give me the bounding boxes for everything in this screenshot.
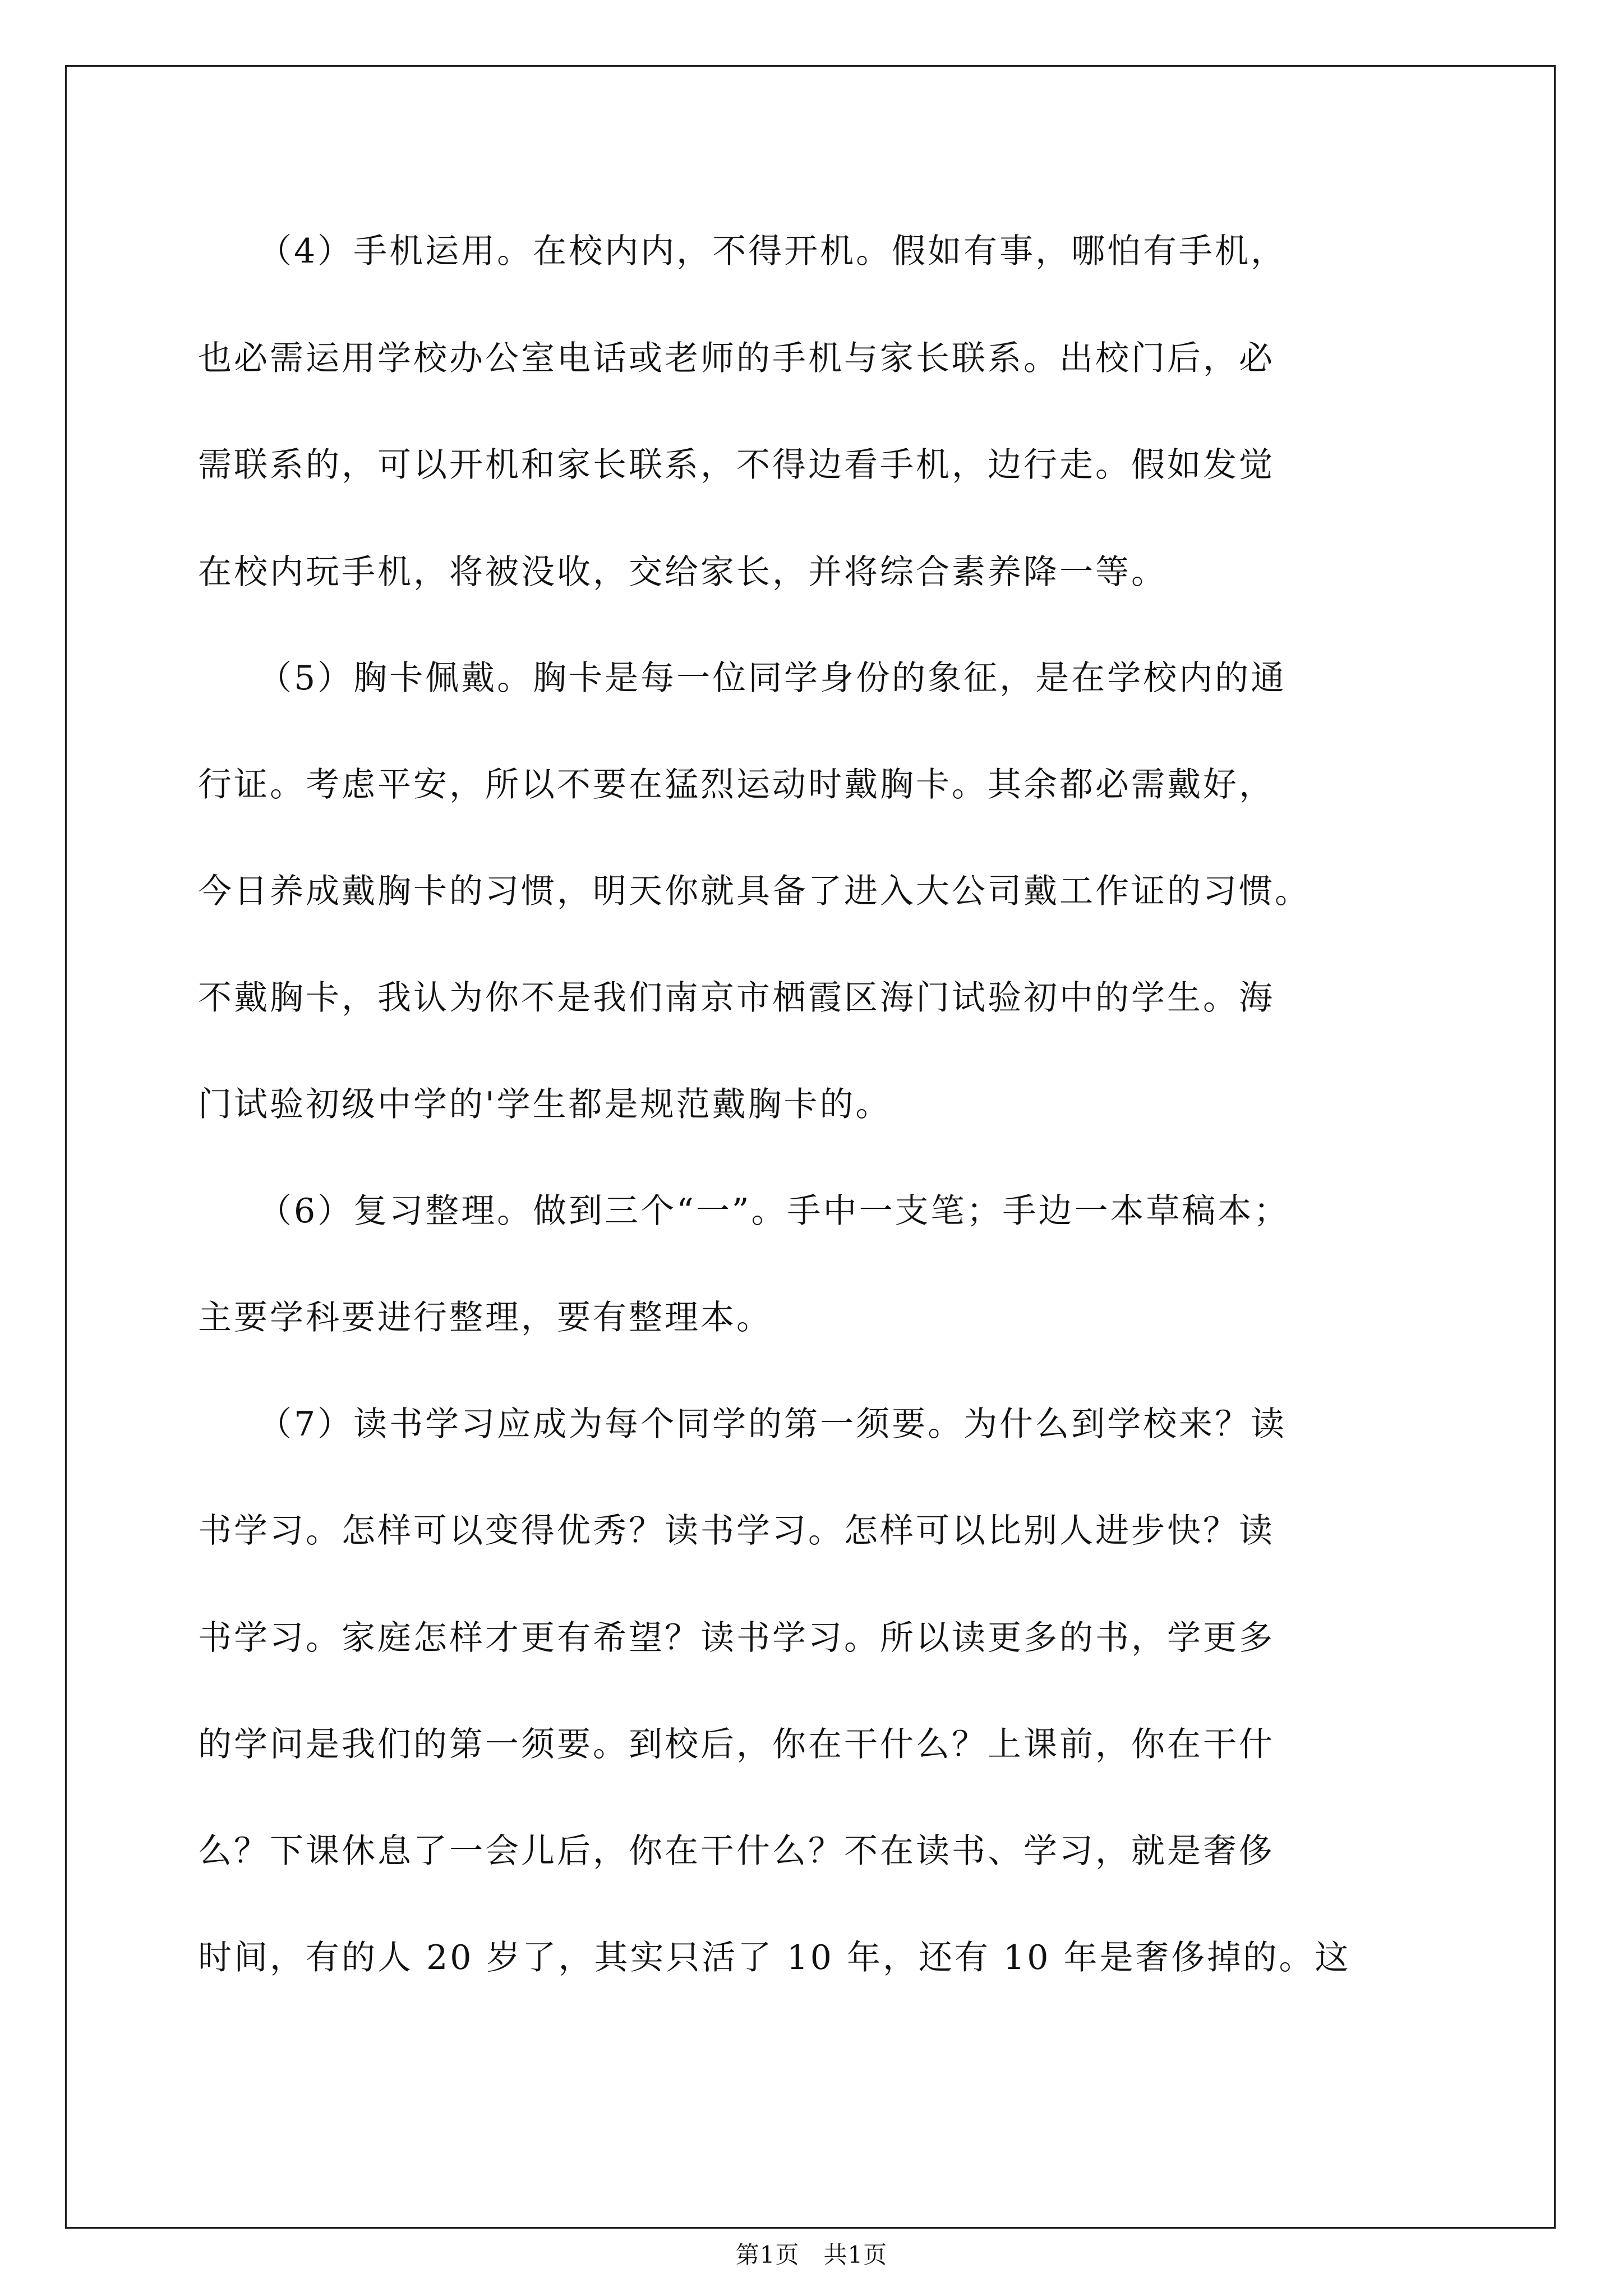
paragraph-1-line-1: （4）手机运用。在校内内，不得开机。假如有事，哪怕有手机， [258,232,1287,271]
paragraph-3-line-1: （6）复习整理。做到三个“一”。手中一支笔；手边一本草稿本； [258,1191,1290,1231]
paragraph-1-line-2: 也必需运用学校办公室电话或老师的手机与家长联系。出校门后，必 [198,339,1275,378]
paragraph-4-line-4: 的学问是我们的第一须要。到校后，你在干什么？上课前，你在干什 [198,1725,1275,1764]
paragraph-1-line-3: 需联系的，可以开机和家长联系，不得边看手机，边行走。假如发觉 [198,445,1275,485]
paragraph-1-line-4: 在校内玩手机，将被没收，交给家长，并将综合素养降一等。 [198,553,1167,592]
paragraph-4-line-6: 时间，有的人 20 岁了，其实只活了 10 年，还有 10 年是奢侈掉的。这 [198,1938,1351,1977]
paragraph-2-line-5: 门试验初级中学的'学生都是规范戴胸卡的。 [198,1085,892,1124]
paragraph-2-line-3: 今日养成戴胸卡的习惯，明天你就具备了进入大公司戴工作证的习惯。 [198,872,1311,911]
paragraph-2-line-1: （5）胸卡佩戴。胸卡是每一位同学身份的象征，是在学校内的通 [258,659,1287,698]
page-number-footer: 第1页 共1页 [735,2241,888,2269]
paragraph-4-line-3: 书学习。家庭怎样才更有希望？读书学习。所以读更多的书，学更多 [198,1618,1275,1658]
paragraph-4-line-2: 书学习。怎样可以变得优秀？读书学习。怎样可以比别人进步快？读 [198,1511,1275,1550]
paragraph-4-line-1: （7）读书学习应成为每个同学的第一须要。为什么到学校来？读 [258,1405,1287,1444]
paragraph-2-line-4: 不戴胸卡，我认为你不是我们南京市栖霞区海门试验初中的学生。海 [198,978,1275,1018]
paragraph-4-line-5: 么？下课休息了一会儿后，你在干什么？不在读书、学习，就是奢侈 [198,1832,1275,1871]
paragraph-3-line-2: 主要学科要进行整理，要有整理本。 [198,1298,772,1337]
paragraph-2-line-2: 行证。考虑平安，所以不要在猛烈运动时戴胸卡。其余都必需戴好， [198,765,1275,804]
page-border [65,65,1556,2229]
